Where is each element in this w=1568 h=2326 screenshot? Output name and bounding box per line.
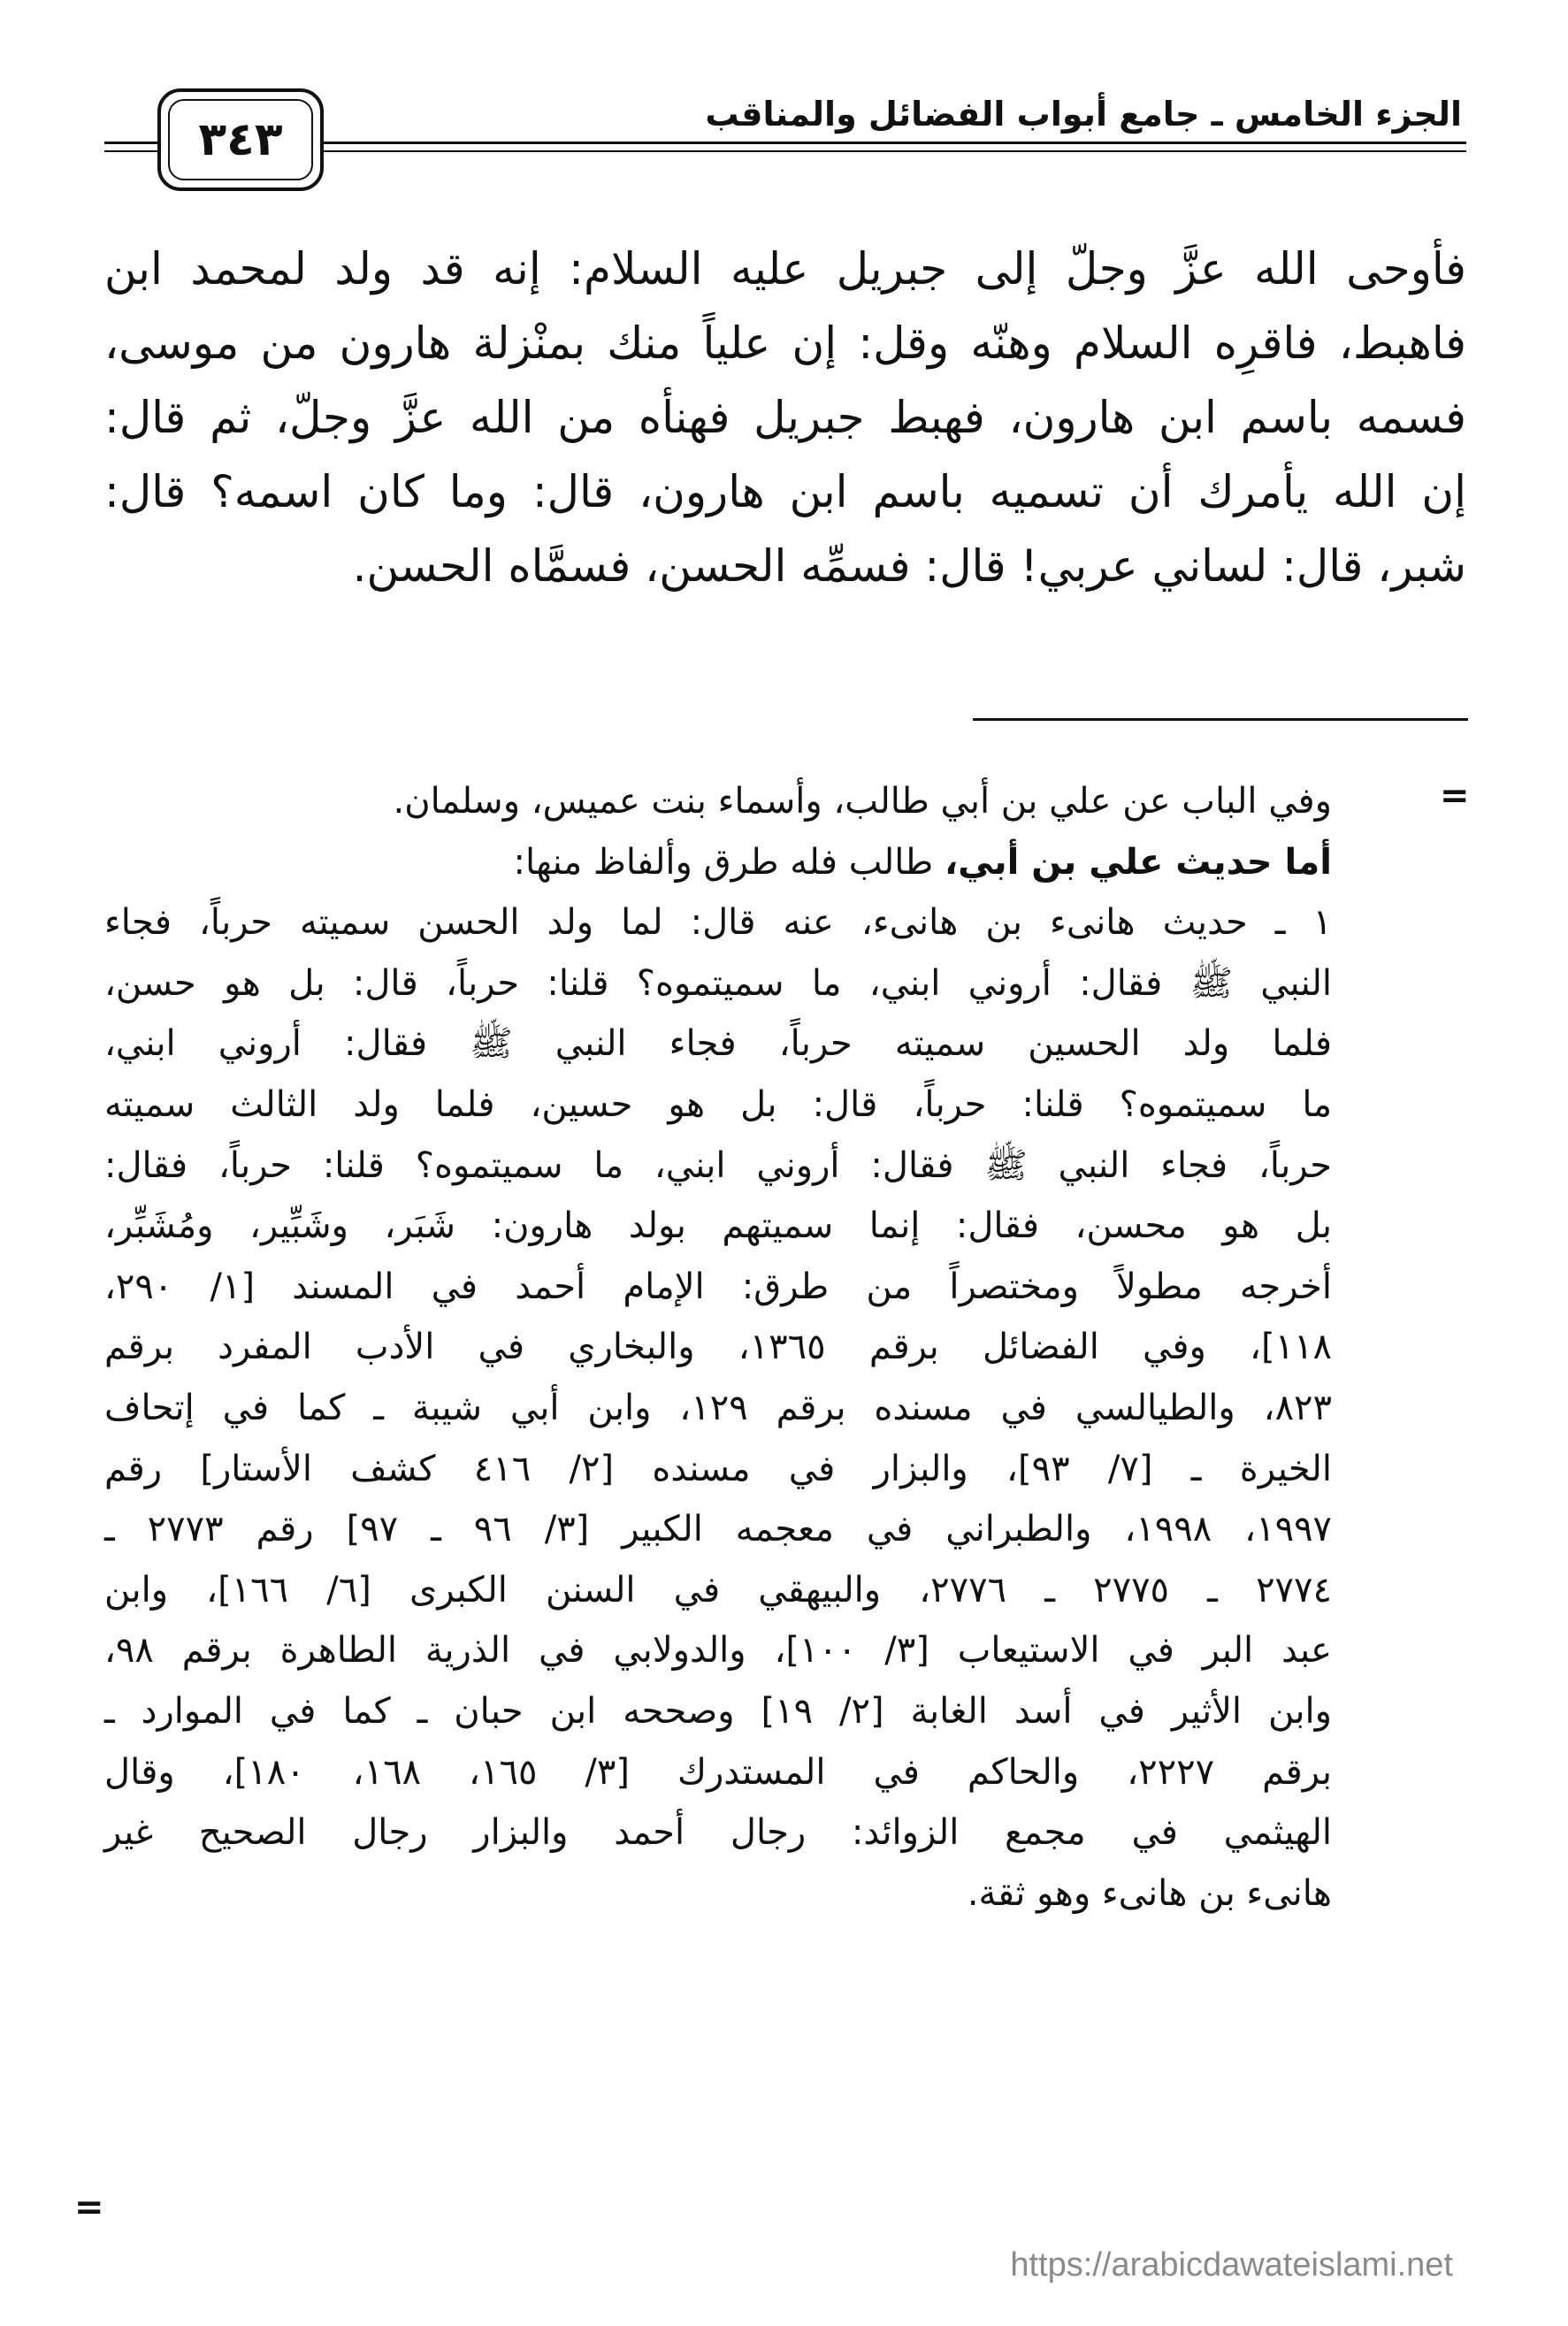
footnote-line: عبد البر في الاستيعاب [٣/ ١٠٠]، والدولابي في الذرية الطاهرة برقم ٩٨، [104, 1630, 1332, 1672]
footnote-block [104, 771, 1332, 1924]
footnote-line: النبي ﷺ فقال: أروني ابني، ما سميتموه؟ قلنا: حرباً، قال: بل هو حسن، [104, 962, 1332, 1004]
main-paragraph [104, 232, 1466, 603]
footnote-line: ١١٨]، وفي الفضائل برقم ١٣٦٥، والبخاري في الأدب المفرد برقم [104, 1327, 1333, 1368]
main-line: فاهبط، فاقرِه السلام وهنّه وقل: إن علياً منك بمنْزلة هارون من موسى، [104, 318, 1466, 369]
footnote-line: ١ ـ حديث هانىء بن هانىء، عنه قال: لما ولد الحسن سميته حرباً، فجاء [104, 902, 1332, 944]
main-line: شبر، قال: لساني عربي! قال: فسمِّه الحسن، فسمَّاه الحسن. [352, 540, 1466, 592]
page-number-frame [157, 88, 324, 191]
footnote-line: الخيرة ـ [٧/ ٩٣]، والبزار في مسنده [٢/ ٤١٦ كشف الأستار] رقم [104, 1448, 1332, 1489]
footnote-line: وفي الباب عن علي بن أبي طالب، وأسماء بنت عميس، وسلمان. [393, 781, 1332, 822]
footnote-line: برقم ٢٢٢٧، والحاكم في المستدرك [٣/ ١٦٥، ١٦٨، ١٨٠]، وقال [104, 1751, 1333, 1793]
footnote-line: حرباً، فجاء النبي ﷺ فقال: أروني ابني، ما سميتموه؟ قلنا: حرباً، فقال: [104, 1144, 1332, 1186]
footnote-line: ٨٢٣، والطيالسي في مسنده برقم ١٢٩، وابن أبي شيبة ـ كما في إتحاف [104, 1387, 1333, 1428]
footnote-lead-bold: أما حديث علي بن أبي، [944, 841, 1332, 883]
footnote-line: هانىء بن هانىء وهو ثقة. [967, 1872, 1332, 1914]
footnote-continuation-marker-bottom: = [74, 2187, 104, 2228]
page-number: ٣٤٣ [168, 99, 313, 180]
footnote-line: بل هو محسن، فقال: إنما سميتهم بولد هارون: شَبَر، وشَبِّير، ومُشَبِّر، [104, 1205, 1332, 1247]
footnote-separator [973, 718, 1468, 721]
footnote-lead-rest: طالب فله طرق وألفاظ منها: [513, 841, 945, 883]
footnote-line [104, 832, 1332, 893]
running-header-title: الجزء الخامس ـ جامع أبواب الفضائل والمناقب [705, 95, 1462, 134]
main-line: إن الله يأمرك أن تسميه باسم ابن هارون، قال: وما كان اسمه؟ قال: [104, 466, 1466, 517]
footnote-line: أخرجه مطولاً ومختصراً من طرق: الإمام أحمد في المسند [١/ ٢٩٠، [104, 1266, 1332, 1307]
footnote-line: وابن الأثير في أسد الغابة [٢/ ١٩] وصححه ابن حبان ـ كما في الموارد ـ [104, 1690, 1332, 1732]
main-line: فسمه باسم ابن هارون، فهبط جبريل فهنأه من الله عزَّ وجلّ، ثم قال: [104, 392, 1466, 443]
footnote-line: الهيثمي في مجمع الزوائد: رجال أحمد والبزار رجال الصحيح غير [104, 1812, 1332, 1854]
footnote-line: ما سميتموه؟ قلنا: حرباً، قال: بل هو حسين، فلما ولد الثالث سميته [104, 1083, 1332, 1125]
main-line: فأوحى الله عزَّ وجلّ إلى جبريل عليه السلام: إنه قد ولد لمحمد ابن [104, 243, 1466, 295]
footnote-continuation-marker-top: = [1440, 776, 1470, 816]
footnote-line: فلما ولد الحسين سميته حرباً، فجاء النبي ﷺ فقال: أروني ابني، [104, 1023, 1332, 1065]
footnote-line: ١٩٩٧، ١٩٩٨، والطبراني في معجمه الكبير [٣/ ٩٦ ـ ٩٧] رقم ٢٧٧٣ ـ [104, 1509, 1333, 1550]
site-watermark: https://arabicdawateislami.net [1010, 2246, 1453, 2284]
footnote-line: ٢٧٧٤ ـ ٢٧٧٥ ـ ٢٧٧٦، والبيهقي في السنن الكبرى [٦/ ١٦٦]، وابن [104, 1569, 1332, 1611]
